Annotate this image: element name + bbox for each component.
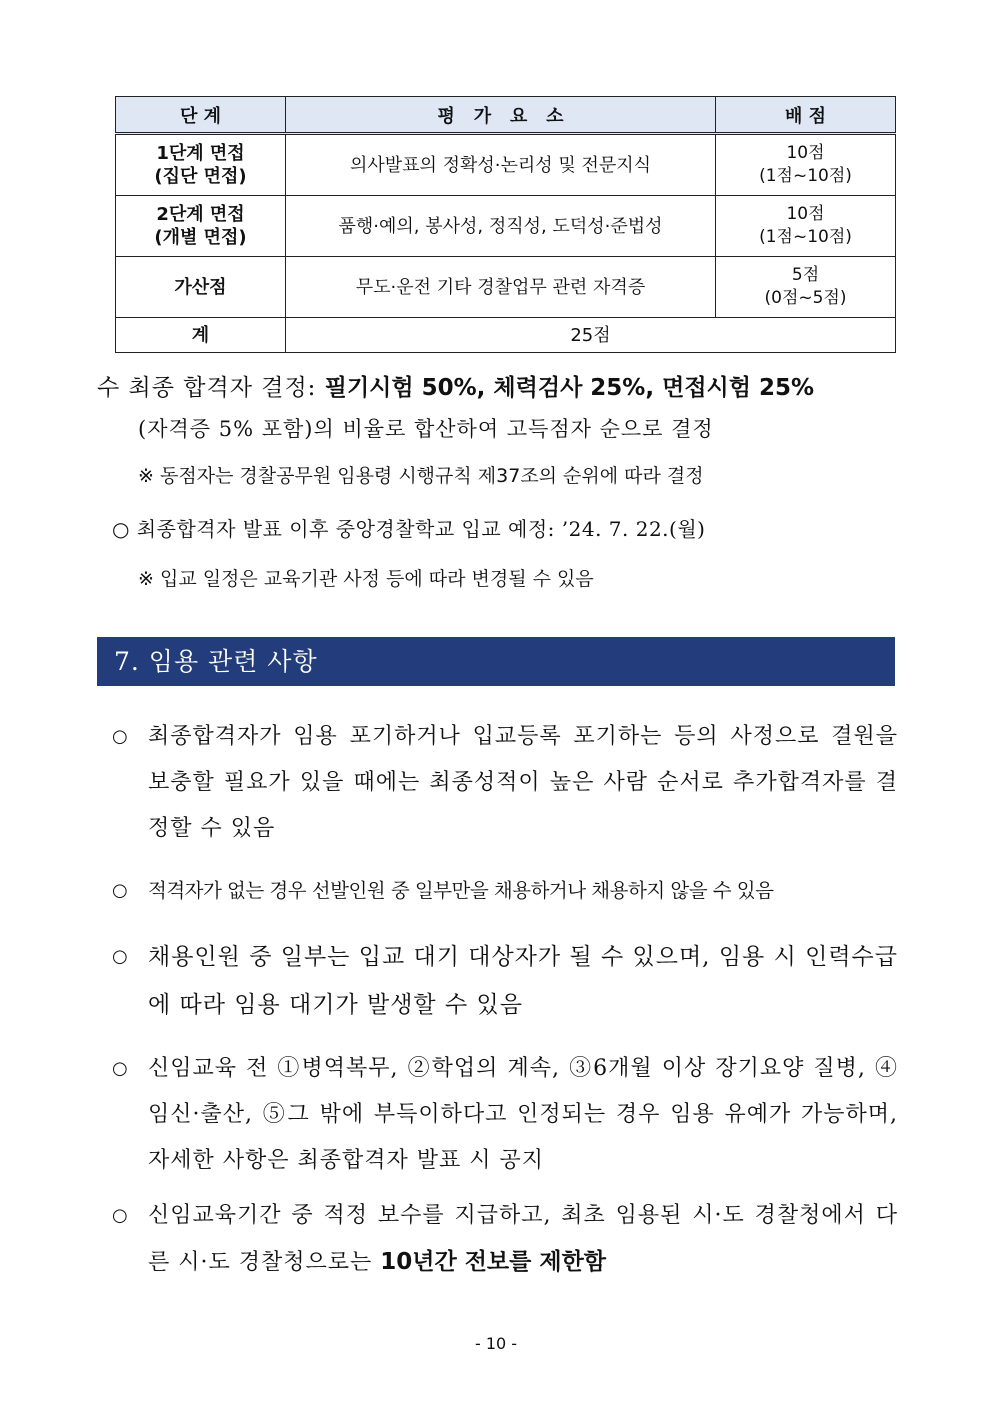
final-decision-line: 수 최종 합격자 결정: 필기시험 50%, 체력검사 25%, 면접시험 25% xyxy=(97,375,815,401)
circle-bullet-icon: ○ xyxy=(112,1058,129,1079)
table-header-row xyxy=(116,97,896,134)
list-item-text: 적격자가 없는 경우 선발인원 중 일부만을 채용하거나 채용하지 않을 수 있음 xyxy=(148,879,774,902)
final-decision-line-2: (자격증 5% 포함)의 비율로 합산하여 고득점자 순으로 결정 xyxy=(138,417,714,441)
total-value: 25점 xyxy=(286,318,896,353)
stage-cell: 가산점 xyxy=(116,257,286,318)
total-label: 계 xyxy=(116,318,286,353)
header-points: 배 점 xyxy=(716,97,896,134)
list-item xyxy=(112,1046,898,1184)
circle-bullet-icon: ○ xyxy=(112,726,129,747)
circle-bullet-icon: ○ xyxy=(112,1205,129,1226)
score-table xyxy=(115,96,896,353)
list-item-text: 신임교육기간 중 적정 보수를 지급하고, 최초 임용된 시·도 경찰청에서 다른 시·도 경찰청으로는 10년간 전보를 제한함 xyxy=(148,1203,898,1275)
header-factor: 평 가 요 소 xyxy=(286,97,716,134)
list-item xyxy=(112,714,898,852)
points-cell: 10점 (1점~10점) xyxy=(716,196,896,257)
points-cell: 5점 (0점~5점) xyxy=(716,257,896,318)
circle-bullet-icon: ○ xyxy=(112,946,129,967)
page-number: - 10 - xyxy=(474,1334,518,1353)
factor-cell: 품행·예의, 봉사성, 정직성, 도덕성·준법성 xyxy=(286,196,716,257)
list-item xyxy=(112,933,898,1029)
header-stage: 단 계 xyxy=(116,97,286,134)
factor-cell: 무도·운전 기타 경찰업무 관련 자격증 xyxy=(286,257,716,318)
table-row xyxy=(116,134,896,196)
list-item xyxy=(112,868,898,914)
admission-note: ※ 입교 일정은 교육기관 사정 등에 따라 변경될 수 있음 xyxy=(138,568,594,590)
stage-cell: 1단계 면접 (집단 면접) xyxy=(116,134,286,196)
list-item xyxy=(112,1193,898,1286)
table-row xyxy=(116,257,896,318)
table-total-row xyxy=(116,318,896,353)
list-item-text: 채용인원 중 일부는 입교 대기 대상자가 될 수 있으며, 임용 시 인력수급에 따라 임용 대기가 발생할 수 있음 xyxy=(148,944,898,1018)
circle-bullet-icon: ○ xyxy=(112,880,128,901)
points-cell: 10점 (1점~10점) xyxy=(716,134,896,196)
table-row xyxy=(116,196,896,257)
admission-bullet: ○ 최종합격자 발표 이후 중앙경찰학교 입교 예정: ’24. 7. 22.(월) xyxy=(112,517,706,541)
section-title-banner: 7. 임용 관련 사항 xyxy=(97,637,895,686)
tie-note: ※ 동점자는 경찰공무원 임용령 시행규칙 제37조의 순위에 따라 결정 xyxy=(138,465,704,487)
list-item-text: 최종합격자가 임용 포기하거나 입교등록 포기하는 등의 사정으로 결원을 보충할 필요가 있을 때에는 최종성적이 높은 사람 순서로 추가합격자를 결정할 수 있음 xyxy=(148,724,898,841)
list-item-text: 신임교육 전 ①병역복무, ②학업의 계속, ③6개월 이상 장기요양 질병, ④임신·출산, ⑤그 밖에 부득이하다고 인정되는 경우 임용 유예가 가능하며, 자세한 사항은 최종합격자 발표 시 공지 xyxy=(148,1056,898,1173)
factor-cell: 의사발표의 정확성·논리성 및 전문지식 xyxy=(286,134,716,196)
stage-cell: 2단계 면접 (개별 면접) xyxy=(116,196,286,257)
